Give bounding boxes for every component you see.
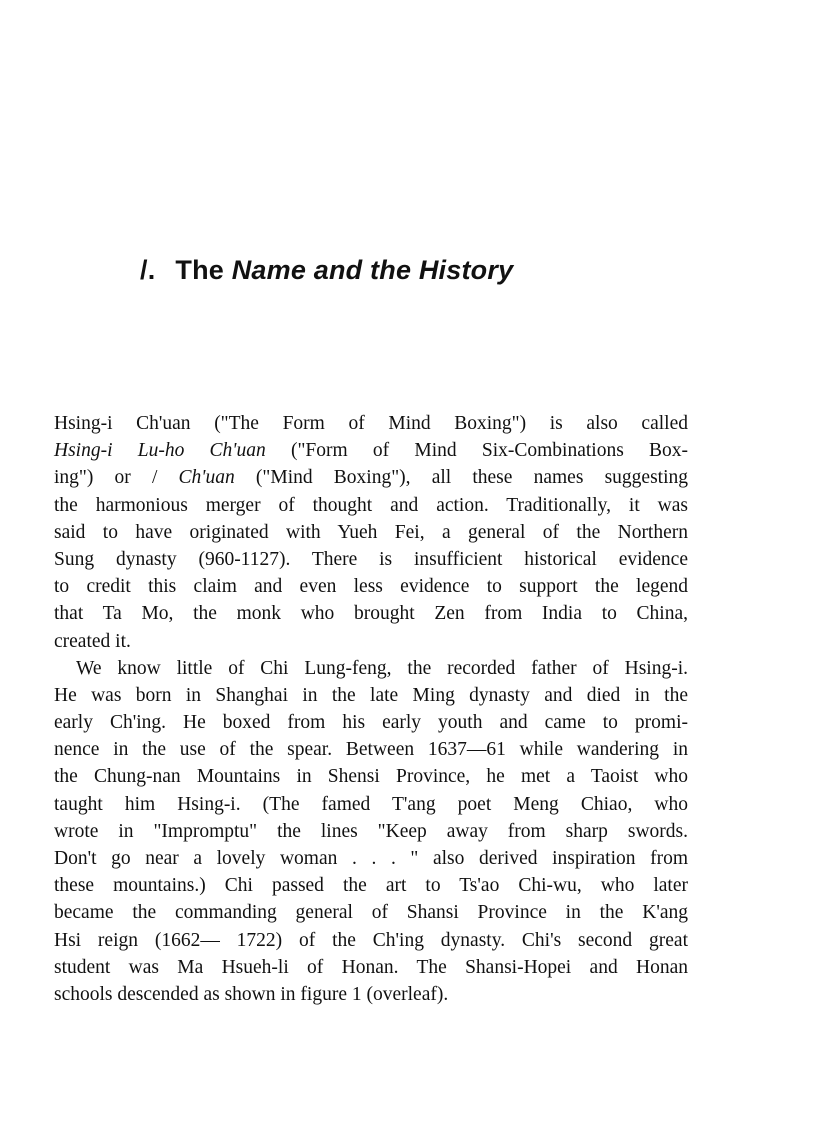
text-line: ing") or / Ch'uan ("Mind Boxing"), all these names suggesting (54, 467, 688, 489)
text-line: Hsing-i Ch'uan ("The Form of Mind Boxing") is also called (54, 413, 688, 434)
text-line: to credit this claim and even less evidence to support the legend (54, 576, 688, 598)
paragraph-1 (54, 410, 688, 655)
text-line: nence in the use of the spear. Between 1637—61 while wandering in (54, 739, 688, 761)
text-line: He was born in Shanghai in the late Ming dynasty and died in the (54, 684, 688, 706)
text-line: Sung dynasty (960-1127). There is insufficient historical evidence (54, 548, 688, 570)
text-line: early Ch'ing. He boxed from his early youth and came to promi- (54, 712, 688, 734)
text-line: wrote in "Impromptu" the lines "Keep away from sharp swords. (54, 820, 688, 842)
chapter-title (140, 250, 513, 290)
text-line: Don't go near a lovely woman . . . " also derived inspiration from (54, 848, 688, 869)
text-line: schools descended as shown in figure 1 (overleaf). (54, 983, 449, 1005)
text-line: student was Ma Hsueh-li of Honan. The Shansi-Hopei and Honan (54, 956, 688, 978)
chapter-title-plain: The (175, 255, 225, 285)
text-line: the harmonious merger of thought and action. Traditionally, it was (54, 494, 688, 516)
text-line: We know little of Chi Lung-feng, the recorded father of Hsing-i. (76, 657, 688, 679)
paragraph-2 (54, 655, 688, 1008)
text-line: taught him Hsing-i. (The famed T'ang poet Meng Chiao, who (54, 793, 688, 815)
chapter-title-italic: Name and the History (231, 255, 514, 285)
text-line: that Ta Mo, the monk who brought Zen from India to China, (54, 603, 688, 625)
text-line: created it. (54, 630, 131, 652)
text-line: Hsing-i Lu-ho Ch'uan ("Form of Mind Six-Combinations Box- (54, 440, 689, 462)
text-line: said to have originated with Yueh Fei, a general of the Northern (54, 521, 688, 543)
body-text (54, 410, 688, 1008)
italic-term: Ch'uan (178, 467, 235, 489)
italic-term: Hsing-i Lu-ho Ch'uan (54, 440, 266, 462)
text-line: the Chung-nan Mountains in Shensi Province, he met a Taoist who (54, 766, 688, 788)
chapter-number: /. (140, 255, 156, 285)
text-line: these mountains.) Chi passed the art to Ts'ao Chi-wu, who later (54, 875, 688, 897)
text-line: Hsi reign (1662— 1722) of the Ch'ing dynasty. Chi's second great (54, 929, 688, 951)
text-line: became the commanding general of Shansi Province in the K'ang (54, 902, 688, 924)
